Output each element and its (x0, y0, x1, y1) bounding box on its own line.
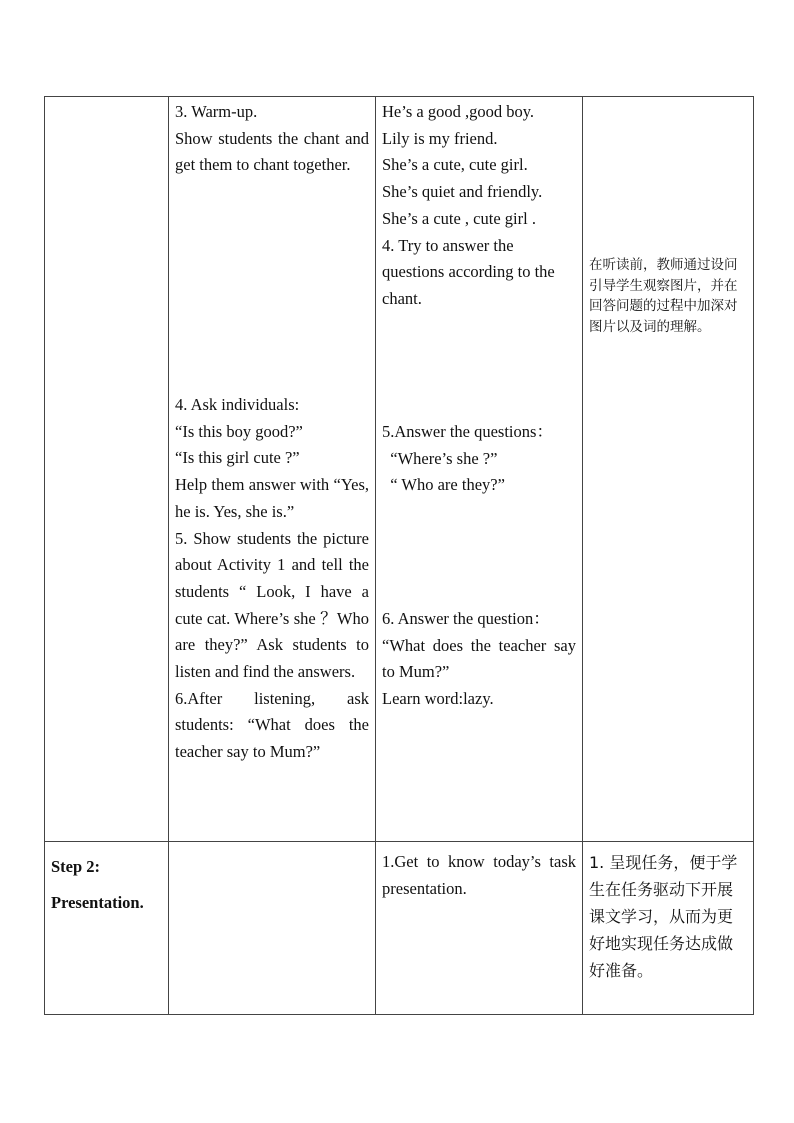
student-line: 1.Get to know today’s task presentation. (382, 852, 576, 898)
student-line: Learn word:lazy. (382, 689, 494, 709)
teacher-line: 6.After listening, ask students: “What does the teacher say to Mum?” (175, 688, 369, 762)
student-line: She’s a cute , cute girl . (382, 208, 536, 228)
student-answer-block (382, 419, 576, 499)
teacher-line: 3. Warm-up. (175, 102, 258, 121)
student-line: She’s a cute, cute girl. (382, 155, 528, 175)
table-row (45, 97, 754, 842)
student-activity-cell (376, 97, 583, 842)
student-task-block (382, 849, 576, 902)
student-chant-block (382, 99, 576, 313)
purpose-text: 1. 呈现任务，便于学生在任务驱动下开展课文学习，从而为更好地实现任务达成做好准备。 (589, 853, 738, 980)
teacher-line: 4. Ask individuals: (175, 395, 300, 414)
student-line: Lily is my friend. (382, 128, 498, 148)
student-question-block (382, 606, 576, 713)
purpose-cell (583, 97, 754, 842)
purpose-cell (583, 842, 754, 1015)
lesson-plan-table (44, 96, 754, 1015)
student-line: 6. Answer the question： (382, 609, 550, 628)
student-activity-cell (376, 842, 583, 1015)
teacher-line: “Is this girl cute ?” (175, 448, 300, 468)
teacher-line: “Is this boy good?” (175, 421, 303, 441)
teacher-questions-block (175, 392, 369, 766)
student-line: He’s a good ,good boy. (382, 102, 534, 121)
student-line: She’s quiet and friendly. (382, 182, 543, 202)
teacher-line: 5. Show students the picture about Activity 1 and tell the students “ Look, I have a cute cat. Where’s she ？Who are they?” Ask students to listen and find the answers. (175, 528, 369, 682)
teacher-line: Help them answer with “Yes, he is. Yes, she is.” (175, 475, 369, 521)
step-title: Step 2: (51, 857, 101, 876)
step-name: Presentation. (51, 893, 144, 912)
teacher-line: Show students the chant and get them to chant together. (175, 128, 369, 175)
table-row (45, 842, 754, 1015)
student-line: “Where’s she ?” (382, 448, 498, 468)
step-cell (45, 842, 169, 1015)
step-cell-empty (45, 97, 169, 842)
teacher-warmup-block (175, 99, 369, 179)
student-line: “What does the teacher say to Mum?” (382, 635, 576, 682)
purpose-text: 在听读前，教师通过设问引导学生观察图片，并在回答问题的过程中加深对图片以及词的理解。 (589, 257, 738, 335)
student-line: “ Who are they?” (382, 475, 505, 495)
teacher-activity-cell (169, 97, 376, 842)
student-line: 5.Answer the questions： (382, 422, 553, 441)
student-line: 4. Try to answer the questions according to the chant. (382, 235, 555, 308)
teacher-activity-cell (169, 842, 376, 1015)
